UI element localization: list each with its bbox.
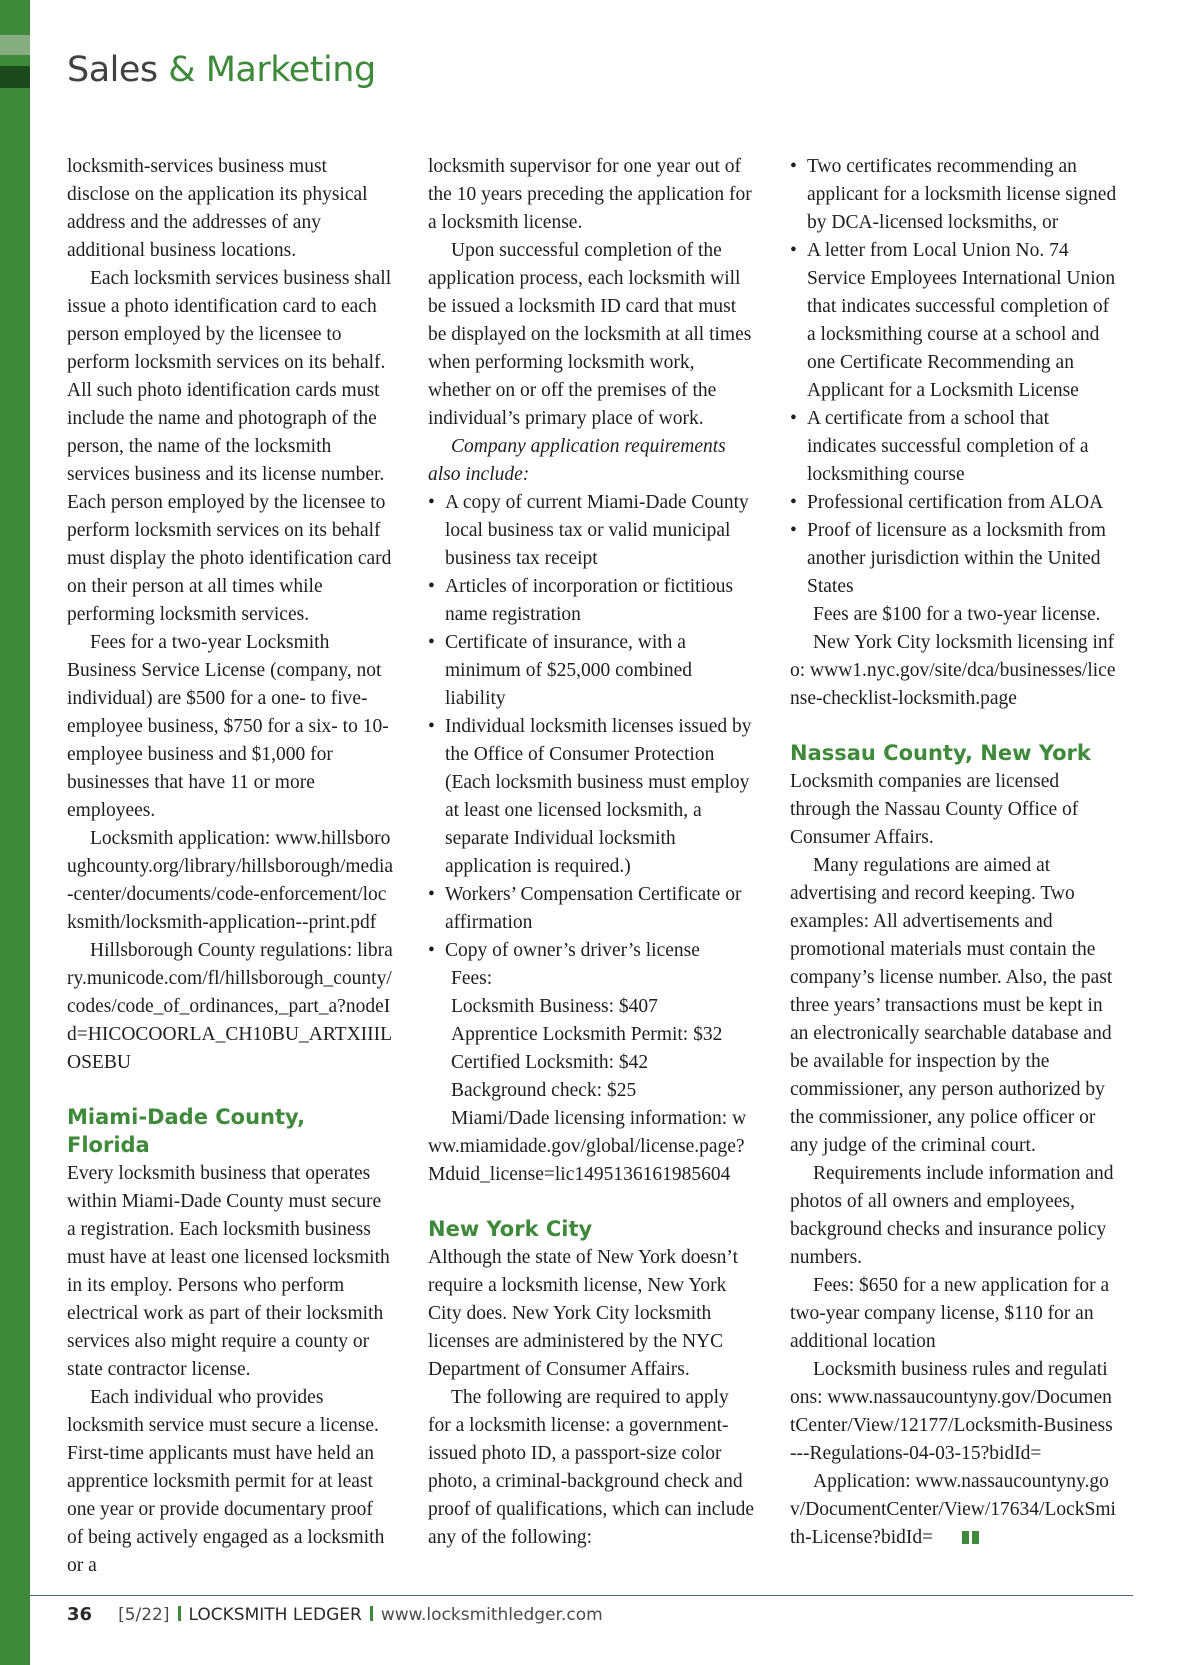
bullet-icon: • xyxy=(790,408,797,429)
list-item: • Individual locksmith licenses issued by the Office of Consumer Protection (Each locksmith business must employ at least one licensed locksmith, a separate Individual locksmith application is required.) xyxy=(428,713,755,881)
paragraph-italic-intro: Company application requirements also include: xyxy=(428,436,726,485)
paragraph-link-miami-dade: Miami/Dade licensing information: www.miamidade.gov/global/license.page?Mduid_license=lic1495136161985604 xyxy=(428,1108,747,1185)
paragraph: Many regulations are aimed at advertising and record keeping. Two examples: All advertisements and promotional materials must contain the company’s license number. Also, the past three years’ transactions must be kept in an electronically searchable database and be available for inspection by the commissioner, any person authorized by the commissioner, any police officer or any judge of the criminal court. xyxy=(790,855,1113,1156)
paragraph-link-hillsborough-application: Locksmith application: www.hillsboroughcounty.org/library/hillsborough/media-center/documents/code-enforcement/locksmith/locksmith-application--print.pdf xyxy=(67,828,394,933)
bullet-icon: • xyxy=(428,492,435,513)
list-item: • Copy of owner’s driver’s license xyxy=(428,937,755,965)
bullet-icon: • xyxy=(428,884,435,905)
heading-miami-dade: Miami-Dade County, Florida xyxy=(67,1105,306,1157)
bullet-icon: • xyxy=(790,156,797,177)
paragraph: Upon successful completion of the application process, each locksmith will be issued a locksmith ID card that must be displayed on the locksmith at all times when performing locksmith work, whether on or off the premises of the individual’s primary place of work. xyxy=(428,240,752,429)
section-title-amp: & xyxy=(168,50,196,90)
paragraph: Locksmith companies are licensed through the Nassau County Office of Consumer Affairs. xyxy=(790,771,1079,848)
paragraph: Every locksmith business that operates within Miami-Dade County must secure a registration. Each locksmith business must have at least one licensed locksmith in its employ. Persons who perform electrical work as part of their locksmith services also might require a county or state contractor license. xyxy=(67,1163,390,1380)
list-item: • Two certificates recommending an applicant for a locksmith license signed by DCA-licensed locksmiths, or xyxy=(790,153,1117,237)
section-title xyxy=(67,50,376,90)
separator-icon xyxy=(178,1606,181,1621)
paragraph-link-nassau-application: Application: www.nassaucountyny.gov/DocumentCenter/View/17634/LockSmith-License?bidId= xyxy=(790,1468,1117,1553)
bullet-icon: • xyxy=(428,940,435,961)
paragraph: locksmith supervisor for one year out of the 10 years preceding the application for a locksmith license. xyxy=(428,156,752,233)
list-item: • Workers’ Compensation Certificate or affirmation xyxy=(428,881,755,937)
paragraph: Fees are $100 for a two-year license. xyxy=(813,604,1101,625)
footer-rule xyxy=(30,1595,1133,1596)
list-item: • Professional certification from ALOA xyxy=(790,489,1117,517)
side-color-bar xyxy=(0,0,30,1665)
page-footer xyxy=(67,1604,603,1625)
list-item: • A certificate from a school that indicates successful completion of a locksmithing course xyxy=(790,405,1117,489)
fee-line: Apprentice Locksmith Permit: $32 xyxy=(451,1024,723,1045)
section-tab-light xyxy=(0,35,30,55)
company-requirements-list xyxy=(428,489,755,965)
article-column-1 xyxy=(67,153,394,1580)
paragraph: The following are required to apply for a locksmith license: a government-issued photo ID, a passport-size color photo, a criminal-background check and proof of qualifications, which can include any of the following: xyxy=(428,1387,754,1548)
separator-icon xyxy=(370,1606,373,1621)
bullet-icon: • xyxy=(428,576,435,597)
bullet-icon: • xyxy=(790,520,797,541)
paragraph: Fees for a two-year Locksmith Business Service License (company, not individual) are $500 for a one- to five-employee business, $750 for a six- to 10-employee business and $1,000 for businesses that have 11 or more employees. xyxy=(67,632,389,821)
paragraph: Each individual who provides locksmith service must secure a license. First-time applicants must have held an apprentice locksmith permit for at least one year or provide documentary proof of being actively engaged as a locksmith or a xyxy=(67,1387,385,1576)
paragraph: Although the state of New York doesn’t require a locksmith license, New York City does. New York City locksmith licenses are administered by the NYC Department of Consumer Affairs. xyxy=(428,1247,738,1380)
nyc-qualifications-list xyxy=(790,153,1117,601)
bullet-icon: • xyxy=(790,240,797,261)
fee-line: Background check: $25 xyxy=(451,1080,637,1101)
bullet-icon: • xyxy=(428,632,435,653)
bullet-icon: • xyxy=(790,492,797,513)
fee-line: Locksmith Business: $407 xyxy=(451,996,658,1017)
section-title-part1: Sales xyxy=(67,50,169,90)
bullet-icon: • xyxy=(428,716,435,737)
list-item: • A copy of current Miami-Dade County local business tax or valid municipal business tax receipt xyxy=(428,489,755,573)
paragraph-link-nyc: New York City locksmith licensing info: www1.nyc.gov/site/dca/businesses/license-checklist-locksmith.page xyxy=(790,632,1116,709)
section-tab-dark xyxy=(0,66,30,88)
paragraph: Fees: $650 for a new application for a two-year company license, $110 for an additional location xyxy=(790,1275,1110,1352)
article-column-3 xyxy=(790,153,1117,1553)
publication-url: www.locksmithledger.com xyxy=(380,1605,603,1625)
list-item: • Certificate of insurance, with a minimum of $25,000 combined liability xyxy=(428,629,755,713)
page-number: 36 xyxy=(67,1604,93,1625)
paragraph-link-hillsborough-regulations: Hillsborough County regulations: library.municode.com/fl/hillsborough_county/codes/code_of_ordinances,_part_a?nodeId=HICOCOORLA_CH10BU_ARTXIIILOSEBU xyxy=(67,940,393,1073)
paragraph-link-nassau-rules: Locksmith business rules and regulations: www.nassaucountyny.gov/DocumentCenter/View/12177/Locksmith-Business---Regulations-04-03-15?bidId= xyxy=(790,1359,1113,1464)
list-item: • Proof of licensure as a locksmith from another jurisdiction within the United States xyxy=(790,517,1117,601)
list-item: • A letter from Local Union No. 74 Service Employees International Union that indicates successful completion of a locksmithing course at a school and one Certificate Recommending an Applicant for a Locksmith License xyxy=(790,237,1117,405)
heading-new-york-city: New York City xyxy=(428,1217,593,1241)
heading-nassau-county: Nassau County, New York xyxy=(790,741,1091,765)
fees-label: Fees: xyxy=(451,968,493,989)
paragraph: Requirements include information and photos of all owners and employees, background checks and insurance policy numbers. xyxy=(790,1163,1114,1268)
publication-name: LOCKSMITH LEDGER xyxy=(188,1605,362,1625)
article-column-2 xyxy=(428,153,755,1552)
list-item: • Articles of incorporation or fictitious name registration xyxy=(428,573,755,629)
fee-line: Certified Locksmith: $42 xyxy=(451,1052,649,1073)
paragraph: locksmith-services business must disclose on the application its physical address and the addresses of any additional business locations. xyxy=(67,156,368,261)
end-of-article-icon xyxy=(939,1525,982,1553)
section-title-part2: Marketing xyxy=(195,50,376,90)
issue-date: [5/22] xyxy=(118,1605,170,1625)
paragraph: Each locksmith services business shall issue a photo identification card to each person employed by the licensee to perform locksmith services on its behalf. All such photo identification cards must include the name and photograph of the person, the name of the locksmith services business and its license number. Each person employed by the licensee to perform locksmith services on its behalf must display the photo identification card on their person at all times while performing locksmith services. xyxy=(67,268,392,625)
